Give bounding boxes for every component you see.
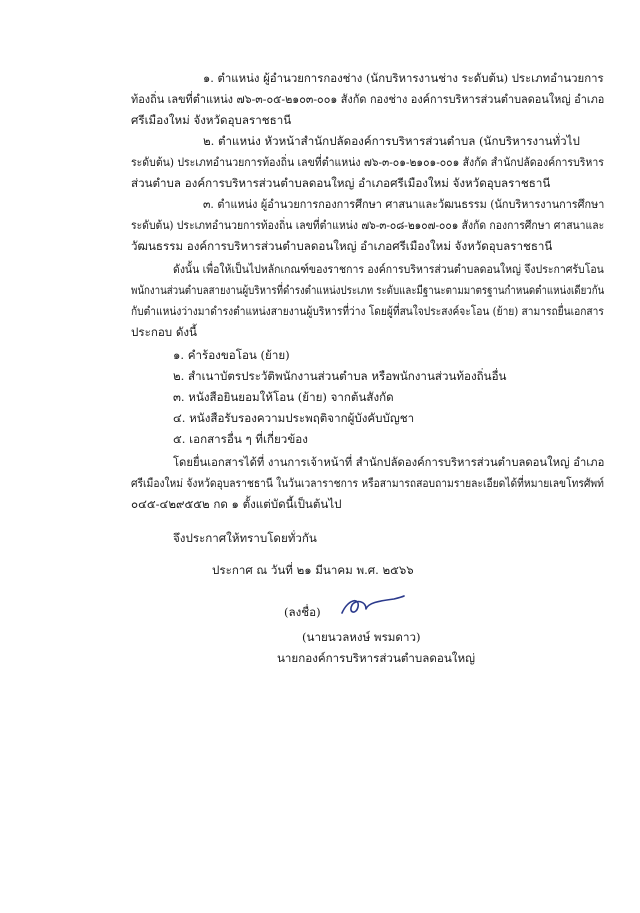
pos3-line-1: ๓. ตำแหน่ง ผู้อำนวยการกองการศึกษา ศาสนาและวัฒนธรรม (นักบริหารงานการศึกษา (203, 197, 605, 211)
signer-title: นายกองค์การบริหารส่วนตำบลดอนใหญ่ (277, 651, 475, 665)
pos2-line-1: ๒. ตำแหน่ง หัวหน้าสำนักปลัดองค์การบริหารส่วนตำบล (นักบริหารงานทั่วไป (203, 134, 580, 148)
para-line-2: พนักงานส่วนตำบลสายงานผู้บริหารที่ดำรงตำแหน่งประเภท ระดับและมีฐานะตามมาตรฐานกำหนดตำแหน่งเดียวกัน (131, 283, 605, 297)
date-line: ประกาศ ณ วันที่ ๒๑ มีนาคม พ.ศ. ๒๕๖๖ (212, 563, 414, 577)
doc-item-4: ๔. หนังสือรับรองความประพฤติจากผู้บังคับบัญชา (173, 411, 415, 425)
submit-line-2: ศรีเมืองใหม่ จังหวัดอุบลราชธานี ในวันเวลาราชการ หรือสามารถสอบถามรายละเอียดได้ที่หมายเลขโทรศัพท์ (131, 476, 604, 490)
pos2-line-3: ส่วนตำบล องค์การบริหารส่วนตำบลดอนใหญ่ อำเภอศรีเมืองใหม่ จังหวัดอุบลราชธานี (131, 176, 551, 190)
pos1-line-2: ท้องถิ่น เลขที่ตำแหน่ง ๗๖-๓-๐๕-๒๑๐๓-๐๐๑ สังกัด กองช่าง องค์การบริหารส่วนตำบลดอนใหญ่ อำเภอ (131, 92, 605, 106)
sign-label: (ลงชื่อ) (284, 605, 321, 619)
submit-line-1: โดยยื่นเอกสารได้ที่ งานการเจ้าหน้าที่ สำนักปลัดองค์การบริหารส่วนตำบลดอนใหญ่ อำเภอ (173, 455, 605, 469)
doc-item-3: ๓. หนังสือยินยอมให้โอน (ย้าย) จากต้นสังกัด (173, 390, 394, 404)
doc-item-1: ๑. คำร้องขอโอน (ย้าย) (173, 348, 290, 362)
doc-item-5: ๕. เอกสารอื่น ๆ ที่เกี่ยวข้อง (173, 432, 308, 446)
pos2-line-2: ระดับต้น) ประเภทอำนวยการท้องถิ่น เลขที่ตำแหน่ง ๗๖-๓-๐๑-๒๑๐๑-๐๐๑ สังกัด สำนักปลัดองค์การบริหาร (131, 155, 604, 169)
pos1-line-1: ๑. ตำแหน่ง ผู้อำนวยการกองช่าง (นักบริหารงานช่าง ระดับต้น) ประเภทอำนวยการ (203, 71, 604, 85)
pos1-line-3: ศรีเมืองใหม่ จังหวัดอุบลราชธานี (131, 113, 292, 127)
para-line-1: ดังนั้น เพื่อให้เป็นไปหลักเกณฑ์ของราชการ องค์การบริหารส่วนตำบลดอนใหญ่ จึงประกาศรับโอน (173, 262, 604, 276)
para-line-4: ประกอบ ดังนี้ (131, 325, 197, 339)
pos3-line-3: วัฒนธรรม องค์การบริหารส่วนตำบลดอนใหญ่ อำเภอศรีเมืองใหม่ จังหวัดอุบลราชธานี (131, 239, 553, 253)
para-line-3: กับตำแหน่งว่างมาดำรงตำแหน่งสายงานผู้บริหารที่ว่าง โดยผู้ที่สนใจประสงค์จะโอน (ย้าย) สามารถยื่นเอกสาร (131, 304, 604, 318)
doc-item-2: ๒. สำเนาบัตรประวัติพนักงานส่วนตำบล หรือพนักงานส่วนท้องถิ่นอื่น (173, 369, 507, 383)
pos3-line-2: ระดับต้น) ประเภทอำนวยการท้องถิ่น เลขที่ตำแหน่ง ๗๖-๓-๐๘-๒๑๐๗-๐๐๑ สังกัด กองการศึกษา ศาสนาและ (131, 218, 605, 232)
announce-line: จึงประกาศให้ทราบโดยทั่วกัน (173, 531, 317, 545)
submit-line-3: ๐๔๕-๔๒๙๕๕๒ กด ๑ ตั้งแต่บัดนี้เป็นต้นไป (131, 497, 342, 511)
signature-mark (338, 593, 408, 619)
signer-name: (นายนวลหงษ์ พรมดาว) (302, 630, 421, 644)
